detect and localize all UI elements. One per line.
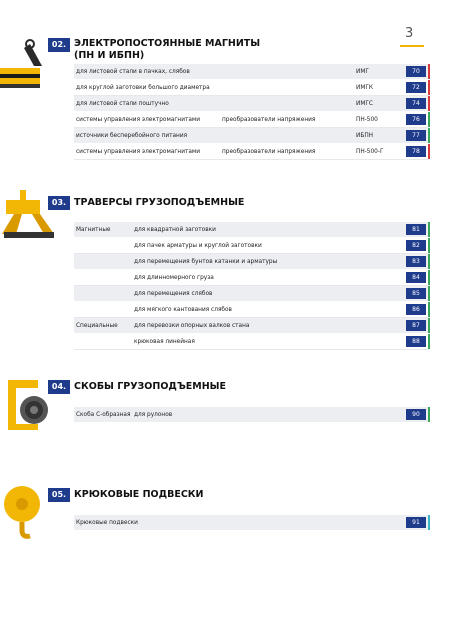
table-row bbox=[74, 318, 430, 334]
section-title: СКОБЫ ГРУЗОПОДЪЕМНЫЕ bbox=[74, 381, 227, 392]
page-ref[interactable]: 85 bbox=[406, 288, 426, 299]
page-ref[interactable]: 87 bbox=[406, 320, 426, 331]
row-desc: для мягкого кантования слябов bbox=[134, 306, 232, 313]
row-desc: для листовой стали в пачках, слябов bbox=[76, 68, 190, 75]
color-mark bbox=[428, 80, 430, 95]
magnets-table bbox=[74, 64, 430, 160]
category-label: Специальные bbox=[76, 322, 118, 329]
row-desc: системы управления электромагнитами bbox=[76, 116, 201, 123]
color-mark bbox=[428, 144, 430, 159]
page-ref[interactable]: 81 bbox=[406, 224, 426, 235]
traverses-table bbox=[74, 222, 430, 350]
category-label: Скоба С-образная bbox=[76, 411, 131, 418]
color-mark bbox=[428, 222, 430, 237]
table-row bbox=[74, 80, 430, 96]
table-row bbox=[74, 334, 430, 350]
hook-blocks-table bbox=[74, 515, 430, 531]
table-row bbox=[74, 238, 430, 254]
section-badge: 05. bbox=[48, 488, 70, 502]
page-number: 3 bbox=[405, 26, 414, 41]
row-desc: для перемещения слябов bbox=[134, 290, 213, 297]
table-row bbox=[74, 286, 430, 302]
traverse-image bbox=[0, 186, 58, 244]
color-mark bbox=[428, 238, 430, 253]
section-badge: 03. bbox=[48, 196, 70, 210]
color-mark bbox=[428, 96, 430, 111]
page-ref[interactable]: 74 bbox=[406, 98, 426, 109]
row-code: ИБПН bbox=[356, 132, 374, 139]
row-desc: для перемещения бунтов катанки и арматуры bbox=[134, 258, 278, 265]
row-extra: преобразователи напряжения bbox=[222, 116, 316, 123]
row-code: ПН-500-Г bbox=[356, 148, 384, 155]
section-badge: 04. bbox=[48, 380, 70, 394]
c-hooks-table bbox=[74, 407, 430, 423]
table-row bbox=[74, 128, 430, 144]
table-row bbox=[74, 112, 430, 128]
page-ref[interactable]: 77 bbox=[406, 130, 426, 141]
section-title-line1: ЭЛЕКТРОПОСТОЯННЫЕ МАГНИТЫ bbox=[74, 38, 261, 49]
row-desc: для листовой стали поштучно bbox=[76, 100, 169, 107]
page-ref[interactable]: 86 bbox=[406, 304, 426, 315]
row-desc: источники бесперебойного питания bbox=[76, 132, 188, 139]
table-row bbox=[74, 64, 430, 80]
row-desc: для круглой заготовки большого диаметра bbox=[76, 84, 210, 91]
page-ref[interactable]: 76 bbox=[406, 114, 426, 125]
row-desc: крюковая линейная bbox=[134, 338, 195, 345]
page-ref[interactable]: 91 bbox=[406, 517, 426, 528]
row-desc: системы управления электромагнитами bbox=[76, 148, 201, 155]
table-row bbox=[74, 270, 430, 286]
section-title: КРЮКОВЫЕ ПОДВЕСКИ bbox=[74, 489, 204, 500]
color-mark bbox=[428, 254, 430, 269]
row-desc: для пачек арматуры и круглой заготовки bbox=[134, 242, 262, 249]
table-row bbox=[74, 407, 430, 423]
row-code: ИМГК bbox=[356, 84, 373, 91]
color-mark bbox=[428, 112, 430, 127]
page-ref[interactable]: 90 bbox=[406, 409, 426, 420]
color-mark bbox=[428, 128, 430, 143]
color-mark bbox=[428, 318, 430, 333]
color-mark bbox=[428, 515, 430, 530]
section-title-line2: (ПН И ИБПН) bbox=[74, 50, 145, 61]
table-row bbox=[74, 302, 430, 318]
color-mark bbox=[428, 286, 430, 301]
color-mark bbox=[428, 270, 430, 285]
page-number-underline bbox=[400, 45, 424, 47]
category-label: Магнитные bbox=[76, 226, 111, 233]
page-ref[interactable]: 88 bbox=[406, 336, 426, 347]
table-row bbox=[74, 96, 430, 112]
page-ref[interactable]: 72 bbox=[406, 82, 426, 93]
row-desc: для перевозки опорных валков стана bbox=[134, 322, 250, 329]
table-row bbox=[74, 222, 430, 238]
table-row bbox=[74, 254, 430, 270]
row-desc: Крюковые подвески bbox=[76, 519, 138, 526]
color-mark bbox=[428, 64, 430, 79]
color-mark bbox=[428, 407, 430, 422]
page-ref[interactable]: 84 bbox=[406, 272, 426, 283]
page-ref[interactable]: 82 bbox=[406, 240, 426, 251]
page-ref[interactable]: 70 bbox=[406, 66, 426, 77]
table-row bbox=[74, 144, 430, 160]
page-ref[interactable]: 83 bbox=[406, 256, 426, 267]
row-desc: для квадратной заготовки bbox=[134, 226, 216, 233]
color-mark bbox=[428, 302, 430, 317]
section-title: ТРАВЕРСЫ ГРУЗОПОДЪЕМНЫЕ bbox=[74, 197, 245, 208]
row-code: ИМГ bbox=[356, 68, 369, 75]
row-extra: преобразователи напряжения bbox=[222, 148, 316, 155]
row-code: ПН-500 bbox=[356, 116, 378, 123]
page-ref[interactable]: 78 bbox=[406, 146, 426, 157]
section-badge: 02. bbox=[48, 38, 70, 52]
row-code: ИМГС bbox=[356, 100, 373, 107]
table-row bbox=[74, 515, 430, 531]
row-desc: для длинномерного груза bbox=[134, 274, 214, 281]
row-desc: для рулонов bbox=[134, 411, 173, 418]
color-mark bbox=[428, 334, 430, 349]
